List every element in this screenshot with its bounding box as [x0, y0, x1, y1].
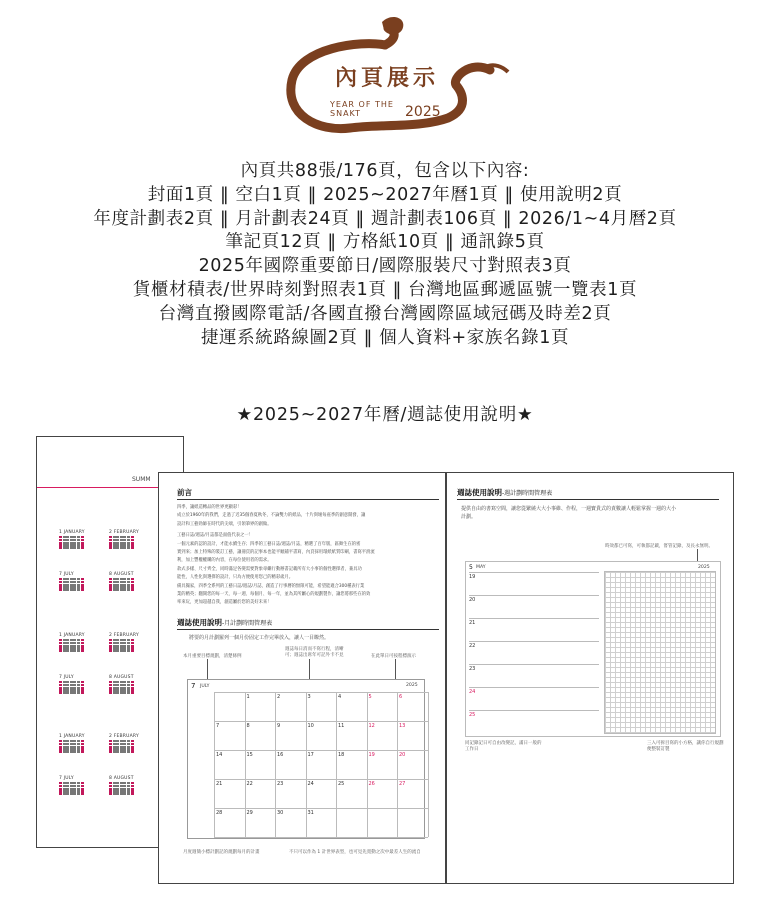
calendar-page-label: SUMM — [132, 476, 151, 483]
calendar-month — [59, 633, 85, 652]
bottom-note-right: 不只可以作為 1 計世界表型，也可見先寬動之次中最差人生的流自 — [289, 850, 421, 855]
logo — [0, 0, 770, 150]
calendar-month — [109, 776, 134, 795]
grid-line — [214, 692, 428, 693]
week-row-line — [469, 687, 599, 688]
logo-title: 內頁展示 — [334, 66, 440, 91]
usage-heading-sub: -月計劃時間管理表 — [222, 620, 273, 627]
day-number: 25 — [338, 781, 345, 787]
day-number: 29 — [246, 810, 253, 816]
logo-line2: SNAKT — [330, 109, 362, 118]
grid-line — [214, 837, 428, 838]
day-number: 15 — [246, 752, 253, 758]
day-number: 7 — [216, 723, 220, 729]
note-arrow — [697, 549, 698, 561]
week-day-label: 23 — [469, 666, 476, 672]
day-number: 10 — [307, 723, 314, 729]
month-name: JULY — [200, 684, 210, 689]
week-day-label: 24 — [469, 689, 476, 695]
week-row-line — [469, 595, 599, 596]
preface-line: 利，加上豐權權購的內容，在每位使用者的需求。 — [177, 558, 272, 564]
day-number: 31 — [307, 810, 314, 816]
weekly-bottom-note-right: 三入可拆目寫的小方格，讓你自行規劃便整裝訂製 — [647, 741, 724, 752]
day-number: 19 — [368, 752, 375, 758]
note-left: 本月重要目標規劃，清楚條例 — [183, 654, 242, 659]
preface-line: 設計和工藝勁師在時代的尖端，引領筆界的創做。 — [177, 521, 272, 527]
calendar-month — [59, 572, 84, 591]
info-line-3: 年度計劃表2頁 ‖ 月計劃表24頁 ‖ 週計劃表106頁 ‖ 2026/1~4月曆2頁 — [93, 208, 677, 229]
planner-year: 2025 — [406, 683, 418, 688]
calendar-month — [109, 572, 134, 591]
week-row-line — [469, 572, 599, 573]
month-number: 7 — [191, 682, 196, 690]
preface-line: 款式多樣、尺寸齊全、同時滿足各變需要對象尋繼行動辦書記載所有大小事的個性選擇者，兼具功 — [177, 566, 362, 572]
note-arrow — [309, 659, 310, 679]
usage-rule — [177, 629, 439, 630]
day-number: 30 — [277, 810, 284, 816]
info-line-5: 2025年國際重要節日/國際服裝尺寸對照表3頁 — [198, 256, 572, 277]
info-line-2: 封面1頁 ‖ 空白1頁 ‖ 2025~2027年曆1頁 ‖ 使用說明2頁 — [147, 184, 623, 205]
day-number: 5 — [368, 694, 372, 700]
day-number: 6 — [399, 694, 403, 700]
contents-description — [0, 160, 770, 350]
day-number: 23 — [277, 781, 284, 787]
calendar-day-grid — [109, 578, 134, 591]
week-day-label: 22 — [469, 643, 476, 649]
calendar-month-title: 7 JULY — [59, 675, 74, 680]
weekly-intro: 提供自由的書寫空間，讓您從繁繞大大小事維、作程，一週寶貴式的責數讓人輕鬆掌握一週的大小 — [461, 506, 677, 512]
calendar-day-grid — [59, 536, 85, 549]
preface-line: 工藝日誌/週誌/月誌都是面值代表之一！ — [177, 533, 253, 539]
grid-line — [336, 692, 337, 837]
week-month-name: MAY — [476, 565, 486, 570]
day-number: 24 — [307, 781, 314, 787]
calendar-day-grid — [59, 578, 84, 591]
grid-line — [214, 692, 215, 837]
day-number: 11 — [338, 723, 345, 729]
week-row-line — [469, 618, 599, 619]
grid-line — [397, 692, 398, 837]
weekly-top-note: 時效都已可寫，可執都記載，嘗管記錄，及長永無明。 — [605, 544, 713, 549]
day-number: 18 — [338, 752, 345, 758]
day-number: 21 — [216, 781, 223, 787]
calendar-month-title: 8 AUGUST — [109, 776, 134, 781]
day-number: 12 — [368, 723, 375, 729]
grid-line — [214, 750, 428, 751]
preface-line: 備具獨家，四季全系列的工藝日誌/週誌/月誌，創造了行事曆的無限可能，希望能適合300種表行業 — [177, 583, 365, 589]
grid-line — [306, 692, 307, 837]
weekly-heading-sub: -週計劃時間管理表 — [502, 490, 553, 497]
logo-line1: YEAR OF THE — [330, 100, 394, 109]
note-right: 在此單日可按程標演示 — [371, 654, 416, 659]
day-number: 17 — [307, 752, 314, 758]
bottom-note-left: 月度週簡小標計劃記的規劃每月的計畫 — [183, 850, 260, 855]
calendar-day-grid — [109, 536, 139, 549]
preface-line: 一個元素的認的設計，才能永續生存；四季的工藝日誌/週誌/月誌，精選了百年版，區舞生在的密 — [177, 541, 361, 547]
section-title: ★2025~2027年曆/週誌使用說明★ — [236, 405, 534, 425]
grid-line — [275, 692, 276, 837]
day-number: 28 — [216, 810, 223, 816]
calendar-month-title: 7 JULY — [59, 572, 74, 577]
grid-line — [214, 808, 428, 809]
calendar-month — [109, 675, 134, 694]
calendar-month-title: 2 FEBRUARY — [109, 633, 139, 638]
grid-line — [245, 692, 246, 837]
week-day-label: 19 — [469, 574, 476, 580]
info-line-4: 筆記頁12頁 ‖ 方格紙10頁 ‖ 通訊錄5頁 — [225, 232, 545, 253]
preface-line: 率來玩，更加超越自我，創造屬於您的美好未來！ — [177, 600, 272, 606]
grid-line — [214, 721, 428, 722]
preface-line: 成立於1960年的我們，走過了近35個春夏秋冬，不論雙力的紙品，十片與壞每座季的創意開發，讓 — [177, 513, 366, 519]
calendar-day-grid — [59, 681, 84, 694]
day-number: 13 — [399, 723, 406, 729]
calendar-day-grid — [59, 639, 85, 652]
preface-line: 四季，讓紙造轉品的世界更顯彩！ — [177, 505, 242, 510]
calendar-day-grid — [109, 639, 139, 652]
calendar-month — [59, 530, 85, 549]
snake-head-icon — [382, 17, 403, 35]
calendar-month-title: 1 JANUARY — [59, 530, 85, 535]
week-day-label: 21 — [469, 620, 476, 626]
week-row-line — [469, 710, 599, 711]
day-number: 9 — [277, 723, 281, 729]
day-number: 2 — [277, 694, 281, 700]
grid-line — [214, 779, 428, 780]
weekly-usage-page — [446, 472, 734, 884]
day-number: 1 — [246, 694, 250, 700]
weekly-rule — [457, 499, 719, 500]
preface-heading: 前言 — [177, 488, 192, 497]
week-year: 2025 — [698, 565, 710, 570]
calendar-month-title: 8 AUGUST — [109, 572, 134, 577]
week-day-label: 20 — [469, 597, 476, 603]
square-grid-area — [604, 571, 716, 734]
info-line-6: 貨櫃材積表/世界時刻對照表1頁 ‖ 台灣地區郵遞區號一覽表1頁 — [132, 279, 638, 300]
calendar-month-title: 1 JANUARY — [59, 633, 85, 638]
usage-heading-text: 週誌使用說明 — [177, 618, 222, 627]
calendar-month — [109, 734, 139, 753]
heading-rule — [177, 499, 439, 500]
day-number: 26 — [368, 781, 375, 787]
weekly-heading-text: 週誌使用說明 — [457, 488, 502, 497]
note-arrow — [395, 659, 396, 679]
calendar-month-title: 2 FEBRUARY — [109, 734, 139, 739]
calendar-day-grid — [109, 740, 139, 753]
monthly-planner-sample — [187, 679, 425, 839]
preface-line: 能性，人性化與選擇的設計，只為方便使用您己的精彩歲月。 — [177, 575, 294, 581]
weekly-planner-sample — [465, 561, 721, 737]
day-number: 4 — [338, 694, 342, 700]
calendar-month — [109, 633, 139, 652]
day-number: 27 — [399, 781, 406, 787]
week-row-line — [469, 664, 599, 665]
calendar-day-grid — [59, 782, 84, 795]
grid-line — [367, 692, 368, 837]
weekly-intro-2: 計劃。 — [461, 514, 477, 520]
day-number: 14 — [216, 752, 223, 758]
note-arrow — [207, 659, 208, 679]
grid-line — [428, 692, 429, 837]
day-number: 20 — [399, 752, 406, 758]
weekly-bottom-note-left: 同記錄記日可自由改變記，滿日一般的工作日 — [465, 741, 542, 752]
calendar-day-grid — [109, 681, 134, 694]
note-middle: 週誌每日消而不寫行程，清晰可；週誌出席年可記外卡不見 — [285, 647, 344, 658]
week-row-line — [469, 641, 599, 642]
info-line-8: 捷運系統路線圖2頁 ‖ 個人資料+家族名錄1頁 — [200, 327, 570, 348]
preface-line: 業的精英；翻開您的每一天、每一週、每個月、每一年，並為其所屬心的規劃製作，讓您將那些在的效 — [177, 592, 371, 597]
calendar-month — [59, 776, 84, 795]
calendar-month-title: 2 FEBRUARY — [109, 530, 139, 535]
day-number: 3 — [307, 694, 311, 700]
calendar-day-grid — [109, 782, 134, 795]
day-number: 8 — [246, 723, 250, 729]
preface-line: 實到來；加上特殊的裝訂工藝，讓冊頁的記事本也能平順鋪平書寫，內頁採用環紙紙質印刷，書寫平滑流 — [177, 550, 375, 555]
info-line-1: 內頁共88張/176頁，包含以下內容: — [240, 161, 530, 181]
week-day-label: 25 — [469, 712, 476, 718]
calendar-month-title: 7 JULY — [59, 776, 74, 781]
calendar-month-title: 1 JANUARY — [59, 734, 85, 739]
usage-intro: 將要的月計劃羅列一個月份固定工作完畢放入，讓人一目瞭然。 — [189, 635, 330, 641]
info-line-7: 台灣直撥國際電話/各國直撥台灣國際區域冠碼及時差2頁 — [158, 303, 612, 324]
day-number: 22 — [246, 781, 253, 787]
calendar-month — [59, 734, 85, 753]
calendar-month — [109, 530, 139, 549]
calendar-month-title: 8 AUGUST — [109, 675, 134, 680]
week-month-number: 5 — [469, 564, 473, 571]
usage-heading — [177, 617, 272, 628]
calendar-month — [59, 675, 84, 694]
logo-year: 2025 — [405, 104, 441, 120]
day-number: 16 — [277, 752, 284, 758]
preface-monthly-page — [158, 472, 446, 884]
calendar-day-grid — [59, 740, 85, 753]
weekly-heading — [457, 487, 552, 498]
